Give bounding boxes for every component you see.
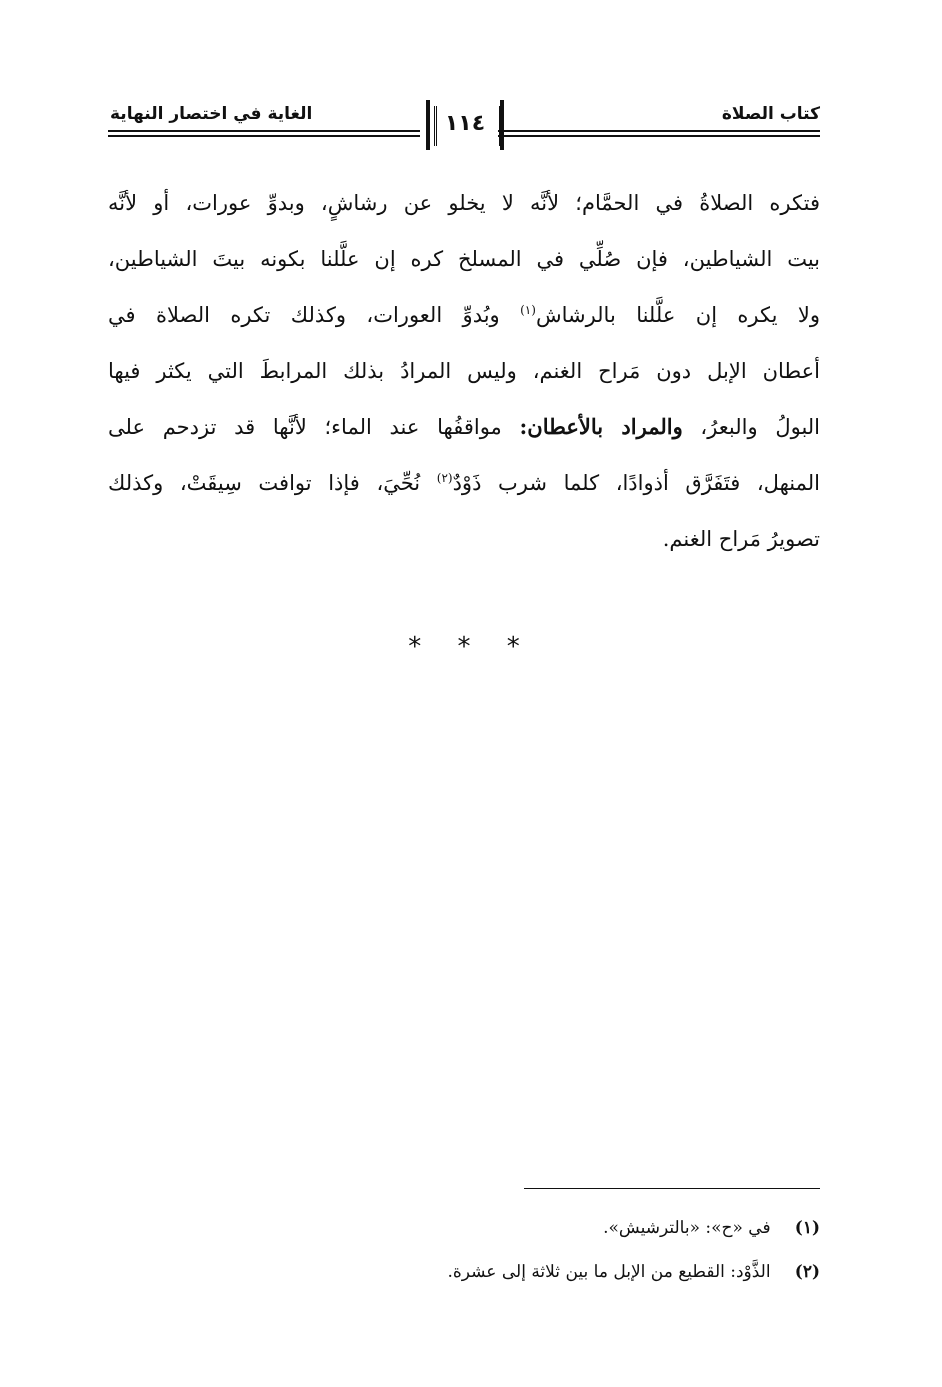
text-line-4: أعطان الإبل دون مَراح الغنم، وليس المرادُ بذلك المرابطَ التي يكثر فيها xyxy=(108,359,820,383)
text-line-6 xyxy=(108,455,820,511)
page-header xyxy=(108,96,820,162)
page-number: ١١٤ xyxy=(444,111,486,136)
footnote-1 xyxy=(220,1206,820,1250)
footnote-2-number: (٢) xyxy=(794,1262,820,1282)
term-atan: والمراد بالأعطان: xyxy=(519,414,683,439)
header-thin-rule-left xyxy=(108,136,420,137)
footnote-1-text: في «ح»: «بالترشيش». xyxy=(603,1218,771,1238)
frame-bar-left xyxy=(426,100,430,150)
text-line-3 xyxy=(108,287,820,343)
page-number-frame xyxy=(426,100,504,150)
text-line-5-start: البولُ والبعرُ، xyxy=(682,415,820,439)
text-line-6-start: المنهل، فتَفَرَّق أذوادًا، كلما شرب ذَوْدٌ xyxy=(452,471,820,495)
chapter-title: كتاب الصلاة xyxy=(721,104,820,124)
footnote-ref-1: (١) xyxy=(520,303,536,317)
text-line-7: تصويرُ مَراح الغنم. xyxy=(662,527,820,551)
text-line-3-start: ولا يكره إن علَّلنا بالرشاش xyxy=(535,303,820,327)
section-separator: * * * xyxy=(408,632,534,662)
footnote-ref-2: (٢) xyxy=(436,471,453,485)
text-line-2: بيت الشياطين، فإن صُلِّي في المسلخ كره إن علَّلنا بكونه بيتَ الشياطين، xyxy=(108,247,820,271)
main-text xyxy=(108,175,820,567)
text-line-5 xyxy=(108,399,820,455)
text-line-5-rest: مواقفُها عند الماء؛ لأنَّها قد تزدحم على xyxy=(108,415,502,439)
footnotes xyxy=(220,1206,820,1294)
header-thin-rule-right xyxy=(498,136,820,137)
footnote-1-number: (١) xyxy=(794,1218,820,1238)
footnote-2 xyxy=(220,1250,820,1294)
text-line-1: فتكره الصلاةُ في الحمَّام؛ لأنَّه لا يخلو عن رشاشٍ، وبدوِّ عورات، أو لأنَّه xyxy=(108,191,820,215)
footnote-2-text: الذَّوْد: القطيع من الإبل ما بين ثلاثة إلى عشرة. xyxy=(447,1262,771,1282)
footnote-rule xyxy=(524,1188,820,1189)
text-line-3-rest: وبُدوِّ العورات، وكذلك تكره الصلاة في xyxy=(108,303,500,327)
book-title: الغاية في اختصار النهاية xyxy=(110,104,313,124)
text-line-6-rest: نُحِّيَ، فإذا توافت سِيقَتْ، وكذلك xyxy=(108,471,421,495)
